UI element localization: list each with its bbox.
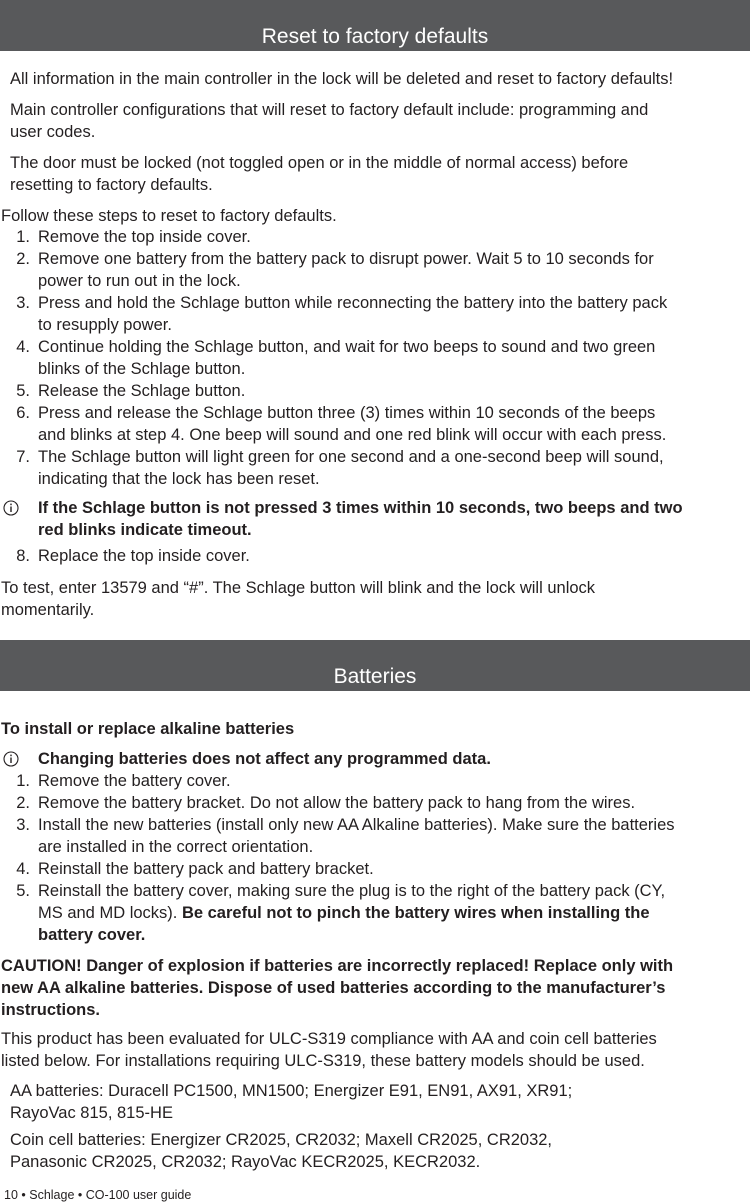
aa-batteries-line2: RayoVac 815, 815-HE bbox=[10, 1104, 173, 1122]
reset-para2-line2: user codes. bbox=[10, 123, 96, 141]
step-text: Remove the battery bracket. Do not allow the battery pack to hang from the wires. bbox=[38, 794, 636, 812]
step-number: 4. bbox=[16, 860, 30, 878]
step-number: 4. bbox=[16, 338, 30, 356]
step-number: 5. bbox=[16, 382, 30, 400]
step-warning: battery cover. bbox=[38, 926, 146, 944]
timeout-note-line2: red blinks indicate timeout. bbox=[38, 521, 252, 539]
step-text: Reinstall the battery pack and battery bracket. bbox=[38, 860, 374, 878]
step-text: The Schlage button will light green for one second and a one-second beep will sound, bbox=[38, 448, 664, 466]
step-text: are installed in the correct orientation. bbox=[38, 838, 314, 856]
section-title: Reset to factory defaults bbox=[261, 25, 489, 48]
ulc-line1: This product has been evaluated for ULC-S319 compliance with AA and coin cell batteries bbox=[1, 1030, 657, 1048]
coin-batteries-line2: Panasonic CR2025, CR2032; RayoVac KECR2025, KECR2032. bbox=[10, 1153, 481, 1171]
batteries-subhead: To install or replace alkaline batteries bbox=[1, 720, 295, 738]
test-instructions-line1: To test, enter 13579 and “#”. The Schlage button will blink and the lock will unlock bbox=[1, 579, 596, 597]
caution-line2: new AA alkaline batteries. Dispose of used batteries according to the manufacturer’s bbox=[1, 979, 666, 997]
section-header-batteries bbox=[0, 640, 750, 691]
reset-para1: All information in the main controller in the lock will be deleted and reset to factory defaults! bbox=[10, 70, 674, 88]
step-text: power to run out in the lock. bbox=[38, 272, 241, 290]
step-text: Remove the top inside cover. bbox=[38, 228, 251, 246]
step-warning: Be careful not to pinch the battery wires when installing the bbox=[181, 904, 650, 922]
timeout-note-line1: If the Schlage button is not pressed 3 times within 10 seconds, two beeps and two bbox=[38, 499, 683, 517]
step-number: 3. bbox=[16, 294, 30, 312]
section-header-reset bbox=[0, 0, 750, 51]
step-text: Remove the battery cover. bbox=[38, 772, 231, 790]
step-text: blinks of the Schlage button. bbox=[38, 360, 246, 378]
ulc-line2: listed below. For installations requiring ULC-S319, these battery models should be used. bbox=[1, 1052, 645, 1070]
page-footer: 10 • Schlage • CO-100 user guide bbox=[4, 1188, 192, 1202]
step-text: Press and release the Schlage button three (3) times within 10 seconds of the beeps bbox=[38, 404, 656, 422]
section-title: Batteries bbox=[333, 665, 417, 688]
step-number: 1. bbox=[16, 228, 30, 246]
info-icon bbox=[3, 751, 19, 767]
step-text: Release the Schlage button. bbox=[38, 382, 246, 400]
step-text: and blinks at step 4. One beep will sound and one red blink will occur with each press. bbox=[38, 426, 667, 444]
step-number: 8. bbox=[16, 547, 30, 565]
step-text: Reinstall the battery cover, making sure the plug is to the right of the battery pack (CY, bbox=[38, 882, 666, 900]
caution-line1: CAUTION! Danger of explosion if batteries are incorrectly replaced! Replace only with bbox=[1, 957, 674, 975]
caution-line3: instructions. bbox=[1, 1001, 101, 1019]
batteries-note: Changing batteries does not affect any programmed data. bbox=[38, 750, 491, 768]
step-number: 2. bbox=[16, 794, 30, 812]
step-text-plain: MS and MD locks). bbox=[38, 904, 182, 922]
step-number: 7. bbox=[16, 448, 30, 466]
step-text: Continue holding the Schlage button, and wait for two beeps to sound and two green bbox=[38, 338, 656, 356]
step-number: 3. bbox=[16, 816, 30, 834]
step-number: 6. bbox=[16, 404, 30, 422]
coin-batteries-line1: Coin cell batteries: Energizer CR2025, CR2032; Maxell CR2025, CR2032, bbox=[10, 1131, 553, 1149]
step-text: Remove one battery from the battery pack to disrupt power. Wait 5 to 10 seconds for bbox=[38, 250, 654, 268]
reset-intro: Follow these steps to reset to factory defaults. bbox=[1, 207, 337, 225]
reset-para3-line2: resetting to factory defaults. bbox=[10, 176, 213, 194]
step-text: to resupply power. bbox=[38, 316, 172, 334]
reset-para3-line1: The door must be locked (not toggled open or in the middle of normal access) before bbox=[10, 154, 629, 172]
step-text: Replace the top inside cover. bbox=[38, 547, 250, 565]
step-text bbox=[38, 902, 650, 924]
step-number: 1. bbox=[16, 772, 30, 790]
aa-batteries-line1: AA batteries: Duracell PC1500, MN1500; Energizer E91, EN91, AX91, XR91; bbox=[10, 1082, 573, 1100]
step-number: 2. bbox=[16, 250, 30, 268]
reset-para2-line1: Main controller configurations that will reset to factory default include: programming and bbox=[10, 101, 649, 119]
step-text: Install the new batteries (install only new AA Alkaline batteries). Make sure the batteries bbox=[38, 816, 675, 834]
step-text: Press and hold the Schlage button while reconnecting the battery into the battery pack bbox=[38, 294, 668, 312]
step-number: 5. bbox=[16, 882, 30, 900]
step-text: indicating that the lock has been reset. bbox=[38, 470, 320, 488]
test-instructions-line2: momentarily. bbox=[1, 601, 95, 619]
info-icon bbox=[3, 500, 19, 516]
